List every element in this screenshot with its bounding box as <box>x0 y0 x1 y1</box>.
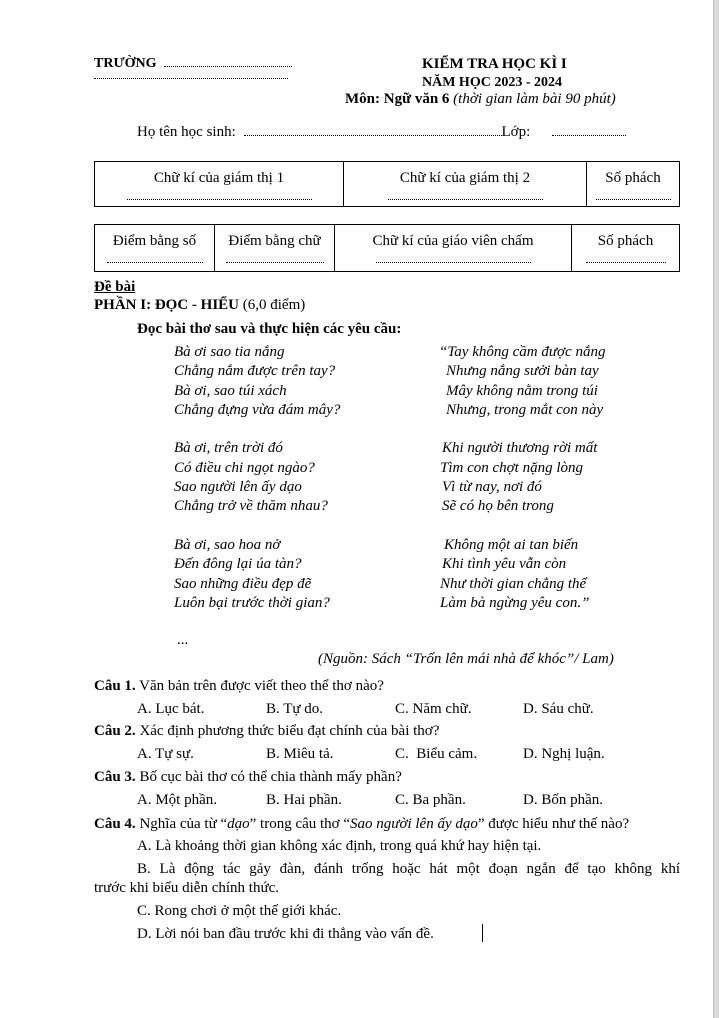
school-field <box>94 56 292 72</box>
q1-option-d[interactable]: D. Sáu chữ. <box>523 701 594 717</box>
class-label: Lớp: <box>501 124 531 140</box>
question-1 <box>94 678 384 695</box>
poem-line: Khi người thương rời mất <box>442 440 598 457</box>
grader-signature-cell <box>335 225 572 272</box>
question-number: Câu 2. <box>94 723 136 739</box>
grader-signature-dotted-line <box>376 262 531 263</box>
poem-line: Bà ơi, sao hoa nở <box>174 536 281 553</box>
q4-option-c[interactable]: C. Rong chơi ở một thế giới khác. <box>137 903 342 919</box>
poem-line: Như thời gian chẳng thể <box>440 575 587 592</box>
q4-option-d[interactable]: D. Lời nói ban đầu trước khi đi thẳng vào vấn đề. <box>137 926 434 942</box>
stanza-gap <box>439 420 605 439</box>
serial-number-dotted-line-2 <box>586 262 666 263</box>
q1-option-a[interactable]: A. Lục bát. <box>137 701 205 717</box>
question-3 <box>94 769 402 786</box>
supervisor2-dotted-line <box>388 199 543 200</box>
q3-option-c[interactable]: C. Ba phần. <box>395 792 466 808</box>
poem-right-column <box>439 343 605 613</box>
part1-heading <box>94 297 305 314</box>
question-number: Câu 3. <box>94 769 136 785</box>
poem-line: Không một ai tan biến <box>444 536 579 553</box>
school-year: NĂM HỌC 2023 - 2024 <box>422 75 562 90</box>
score-number-header: Điểm bằng số <box>112 233 197 249</box>
score-number-cell <box>95 225 215 272</box>
question-number: Câu 1. <box>94 678 136 694</box>
poem-line: Sao người lên ấy dạo <box>174 479 302 496</box>
de-bai-heading: Đề bài <box>94 279 136 295</box>
subject-time: (thời gian làm bài 90 phút) <box>453 91 616 107</box>
question-text: Văn bản trên được viết theo thể thơ nào? <box>139 678 384 694</box>
q4-option-a[interactable]: A. Là khoảng thời gian không xác định, trong quá khứ hay hiện tại. <box>137 838 542 854</box>
poem-line: Sẽ có họ bên trong <box>442 498 554 515</box>
q2-option-d[interactable]: D. Nghị luận. <box>523 746 605 762</box>
score-table <box>94 224 680 272</box>
stanza-gap <box>174 517 340 536</box>
student-name-dotted-line[interactable] <box>244 135 502 136</box>
supervisor1-cell <box>95 162 344 207</box>
student-name-field <box>137 124 626 141</box>
score-number-dotted-line <box>107 262 203 263</box>
q3-option-b[interactable]: B. Hai phần. <box>266 792 342 808</box>
question-quoted-line: Sao người lên ấy dạo <box>350 816 478 832</box>
q4-option-b-line1[interactable]: B. Là động tác gảy đàn, đánh trống hoặc hát một đoạn ngắn để tạo không khí <box>137 861 680 877</box>
question-text: Xác định phương thức biểu đạt chính của bài thơ? <box>139 723 440 739</box>
poem-line: Vì từ nay, nơi đó <box>442 479 542 496</box>
exam-title: KIỂM TRA HỌC KÌ I <box>422 56 567 72</box>
poem-source: (Nguồn: Sách “Trốn lên mái nhà để khóc”/ Lam) <box>318 651 614 667</box>
part1-points: (6,0 điểm) <box>242 297 306 313</box>
question-text: Bố cục bài thơ có thể chia thành mấy phần? <box>139 769 402 785</box>
poem-line: Chẳng đựng vừa đám mây? <box>174 401 341 418</box>
school-dotted-line <box>164 66 292 67</box>
question-text-post: ” được hiểu như thế nào? <box>477 816 630 832</box>
poem-line: Nhưng nắng sưởi bàn tay <box>446 363 599 380</box>
poem-line: Mây không nằm trong túi <box>446 382 598 399</box>
student-name-label: Họ tên học sinh: <box>137 124 236 140</box>
class-dotted-line[interactable] <box>552 135 626 136</box>
q3-option-d[interactable]: D. Bốn phần. <box>523 792 603 808</box>
poem-line: Làm bà ngừng yêu con.” <box>440 594 590 611</box>
poem-line: Nhưng, trong mắt con này <box>446 401 604 418</box>
q1-option-c[interactable]: C. Năm chữ. <box>395 701 472 717</box>
q3-option-a[interactable]: A. Một phần. <box>137 792 217 808</box>
poem-line: Có điều chi ngọt ngào? <box>174 459 315 476</box>
stanza-gap <box>439 517 605 536</box>
poem-instruction: Đọc bài thơ sau và thực hiện các yêu cầu: <box>137 321 402 337</box>
text-cursor <box>482 924 483 942</box>
school-label: TRƯỜNG <box>94 56 157 71</box>
stanza-gap <box>174 420 340 439</box>
question-4 <box>94 816 629 833</box>
serial-number-cell-1 <box>587 162 680 207</box>
subject-line <box>345 91 616 108</box>
question-text-pre: Nghĩa của từ “ <box>139 816 228 832</box>
score-words-dotted-line <box>226 262 324 263</box>
serial-number-header-2: Số phách <box>597 233 654 249</box>
grader-signature-header: Chữ kí của giáo viên chấm <box>372 233 534 249</box>
q1-option-b[interactable]: B. Tự do. <box>266 701 324 717</box>
supervisor1-header: Chữ kí của giám thị 1 <box>153 170 285 186</box>
supervisor2-cell <box>344 162 587 207</box>
q4-option-b-line2[interactable]: trước khi biểu diễn chính thức. <box>94 880 279 896</box>
poem-line: Khi tình yêu vẫn còn <box>442 556 567 573</box>
serial-number-header-1: Số phách <box>605 170 661 186</box>
serial-number-cell-2 <box>572 225 680 272</box>
supervisor1-dotted-line <box>127 199 312 200</box>
q2-option-c[interactable]: C. Biểu cảm. <box>395 746 478 762</box>
supervisor-signature-table <box>94 161 680 207</box>
poem-line: Bà ơi, trên trời đó <box>174 440 283 457</box>
serial-number-dotted-line-1 <box>596 199 671 200</box>
question-2 <box>94 723 439 740</box>
poem-line: Đến đông lại úa tàn? <box>174 556 302 573</box>
poem-line: “Tay không cầm được nắng <box>439 344 606 360</box>
score-words-header: Điểm bằng chữ <box>228 233 321 249</box>
poem-ellipsis: ... <box>177 632 189 648</box>
q2-option-a[interactable]: A. Tự sự. <box>137 746 194 762</box>
subject-label: Môn: Ngữ văn 6 <box>345 91 450 107</box>
score-words-cell <box>215 225 335 272</box>
part1-title: PHẦN I: ĐỌC - HIỂU <box>94 297 239 313</box>
poem-line: Bà ơi, sao túi xách <box>174 382 287 399</box>
question-text-mid: ” trong câu thơ “ <box>249 816 351 832</box>
poem-line: Chẳng trở về thăm nhau? <box>174 498 328 515</box>
poem-line: Tìm con chợt nặng lòng <box>440 459 583 476</box>
poem-line: Luôn bại trước thời gian? <box>174 594 330 611</box>
poem-line: Bà ơi sao tia nắng <box>174 344 285 360</box>
poem-line: Chẳng nắm được trên tay? <box>174 363 336 380</box>
poem-left-column <box>174 343 340 613</box>
q2-option-b[interactable]: B. Miêu tả. <box>266 746 334 762</box>
supervisor2-header: Chữ kí của giám thị 2 <box>399 170 531 186</box>
poem-line: Sao những điều đẹp đẽ <box>174 575 312 592</box>
question-quoted-word: dạo <box>227 816 250 832</box>
school-dotted-line-2 <box>94 78 288 79</box>
question-number: Câu 4. <box>94 816 136 832</box>
